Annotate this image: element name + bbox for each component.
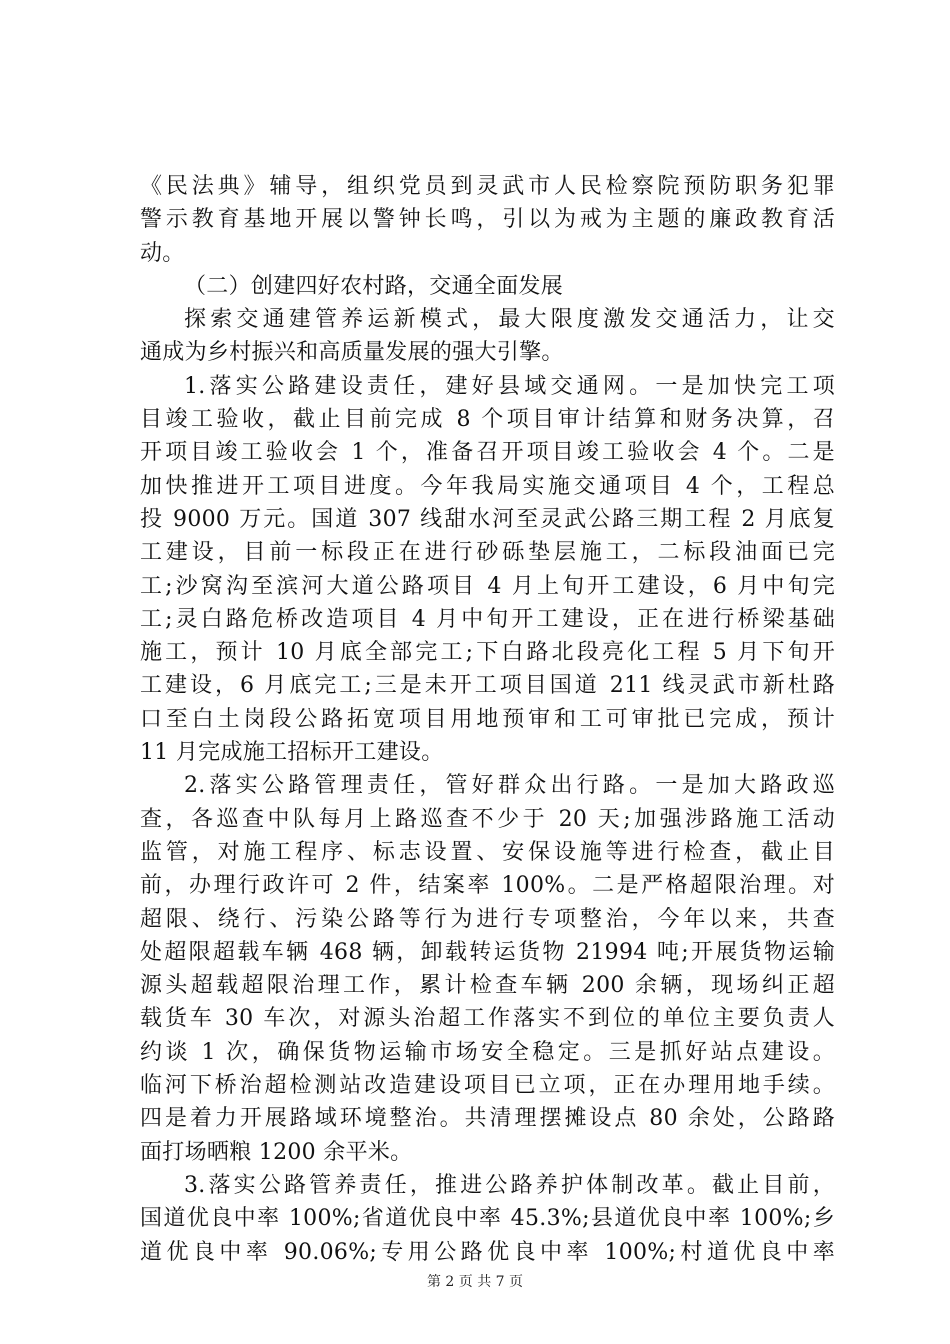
- text-line: （二）创建四好农村路，交通全面发展: [184, 273, 564, 299]
- text-line: 临河下桥治超检测站改造建设项目已立项，正在办理用地手续。: [140, 1073, 835, 1099]
- text-line: 施工，预计 10 月底全部完工;下白路北段亮化工程 5 月下旬开: [140, 640, 835, 666]
- text-line: 工;灵白路危桥改造项目 4 月中旬开工建设，正在进行桥梁基础: [140, 606, 835, 632]
- text-line: 投 9000 万元。国道 307 线甜水河至灵武公路三期工程 2 月底复: [140, 506, 835, 532]
- page-footer: 第 2 页 共 7 页: [426, 1274, 524, 1290]
- text-line: 国道优良中率 100%;省道优良中率 45.3%;县道优良中率 100%;乡: [140, 1206, 835, 1232]
- text-line: 监管，对施工程序、标志设置、安保设施等进行检查，截止目: [140, 839, 835, 865]
- text-line: 警示教育基地开展以警钟长鸣，引以为戒为主题的廉政教育活: [140, 207, 835, 233]
- text-line: 载货车 30 车次，对源头治超工作落实不到位的单位主要负责人: [140, 1006, 835, 1032]
- text-line: 道优良中率 90.06%;专用公路优良中率 100%;村道优良中率: [140, 1239, 835, 1265]
- text-line: 口至白土岗段公路拓宽项目用地预审和工可审批已完成，预计: [140, 706, 835, 732]
- text-line: 动。: [140, 240, 185, 266]
- text-line: 2.落实公路管理责任，管好群众出行路。一是加大路政巡: [184, 773, 835, 799]
- text-line: 探索交通建管养运新模式，最大限度激发交通活力，让交: [184, 307, 835, 333]
- text-line: 源头超载超限治理工作，累计检查车辆 200 余辆，现场纠正超: [140, 973, 835, 999]
- text-line: 工建设，目前一标段正在进行砂砾垫层施工，二标段油面已完: [140, 540, 835, 566]
- text-line: 1.落实公路建设责任，建好县域交通网。一是加快完工项: [184, 373, 835, 399]
- document-body: [140, 170, 835, 1269]
- text-line: 前，办理行政许可 2 件，结案率 100%。二是严格超限治理。对: [140, 873, 835, 899]
- text-line: 开项目竣工验收会 1 个，准备召开项目竣工验收会 4 个。二是: [140, 440, 835, 466]
- text-line: 通成为乡村振兴和高质量发展的强大引擎。: [140, 340, 564, 366]
- text-line: 处超限超载车辆 468 辆，卸载转运货物 21994 吨;开展货物运输: [140, 939, 835, 965]
- text-line: 工;沙窝沟至滨河大道公路项目 4 月上旬开工建设，6 月中旬完: [140, 573, 835, 599]
- text-line: 3.落实公路管养责任，推进公路养护体制改革。截止目前，: [184, 1172, 835, 1198]
- text-line: 《民法典》辅导，组织党员到灵武市人民检察院预防职务犯罪: [140, 174, 835, 199]
- text-line: 工建设，6 月底完工;三是未开工项目国道 211 线灵武市新杜路: [140, 673, 835, 699]
- text-line: 查，各巡查中队每月上路巡查不少于 20 天;加强涉路施工活动: [140, 806, 835, 832]
- text-line: 加快推进开工项目进度。今年我局实施交通项目 4 个，工程总: [140, 473, 835, 499]
- text-line: 超限、绕行、污染公路等行为进行专项整治，今年以来，共查: [140, 906, 835, 932]
- text-line: 面打场晒粮 1200 余平米。: [140, 1139, 413, 1165]
- text-line: 11 月完成施工招标开工建设。: [140, 740, 444, 766]
- text-line: 目竣工验收，截止目前完成 8 个项目审计结算和财务决算，召: [140, 407, 835, 433]
- text-line: 四是着力开展路域环境整治。共清理摆摊设点 80 余处，公路路: [140, 1106, 835, 1132]
- text-line: 约谈 1 次，确保货物运输市场安全稳定。三是抓好站点建设。: [140, 1039, 835, 1065]
